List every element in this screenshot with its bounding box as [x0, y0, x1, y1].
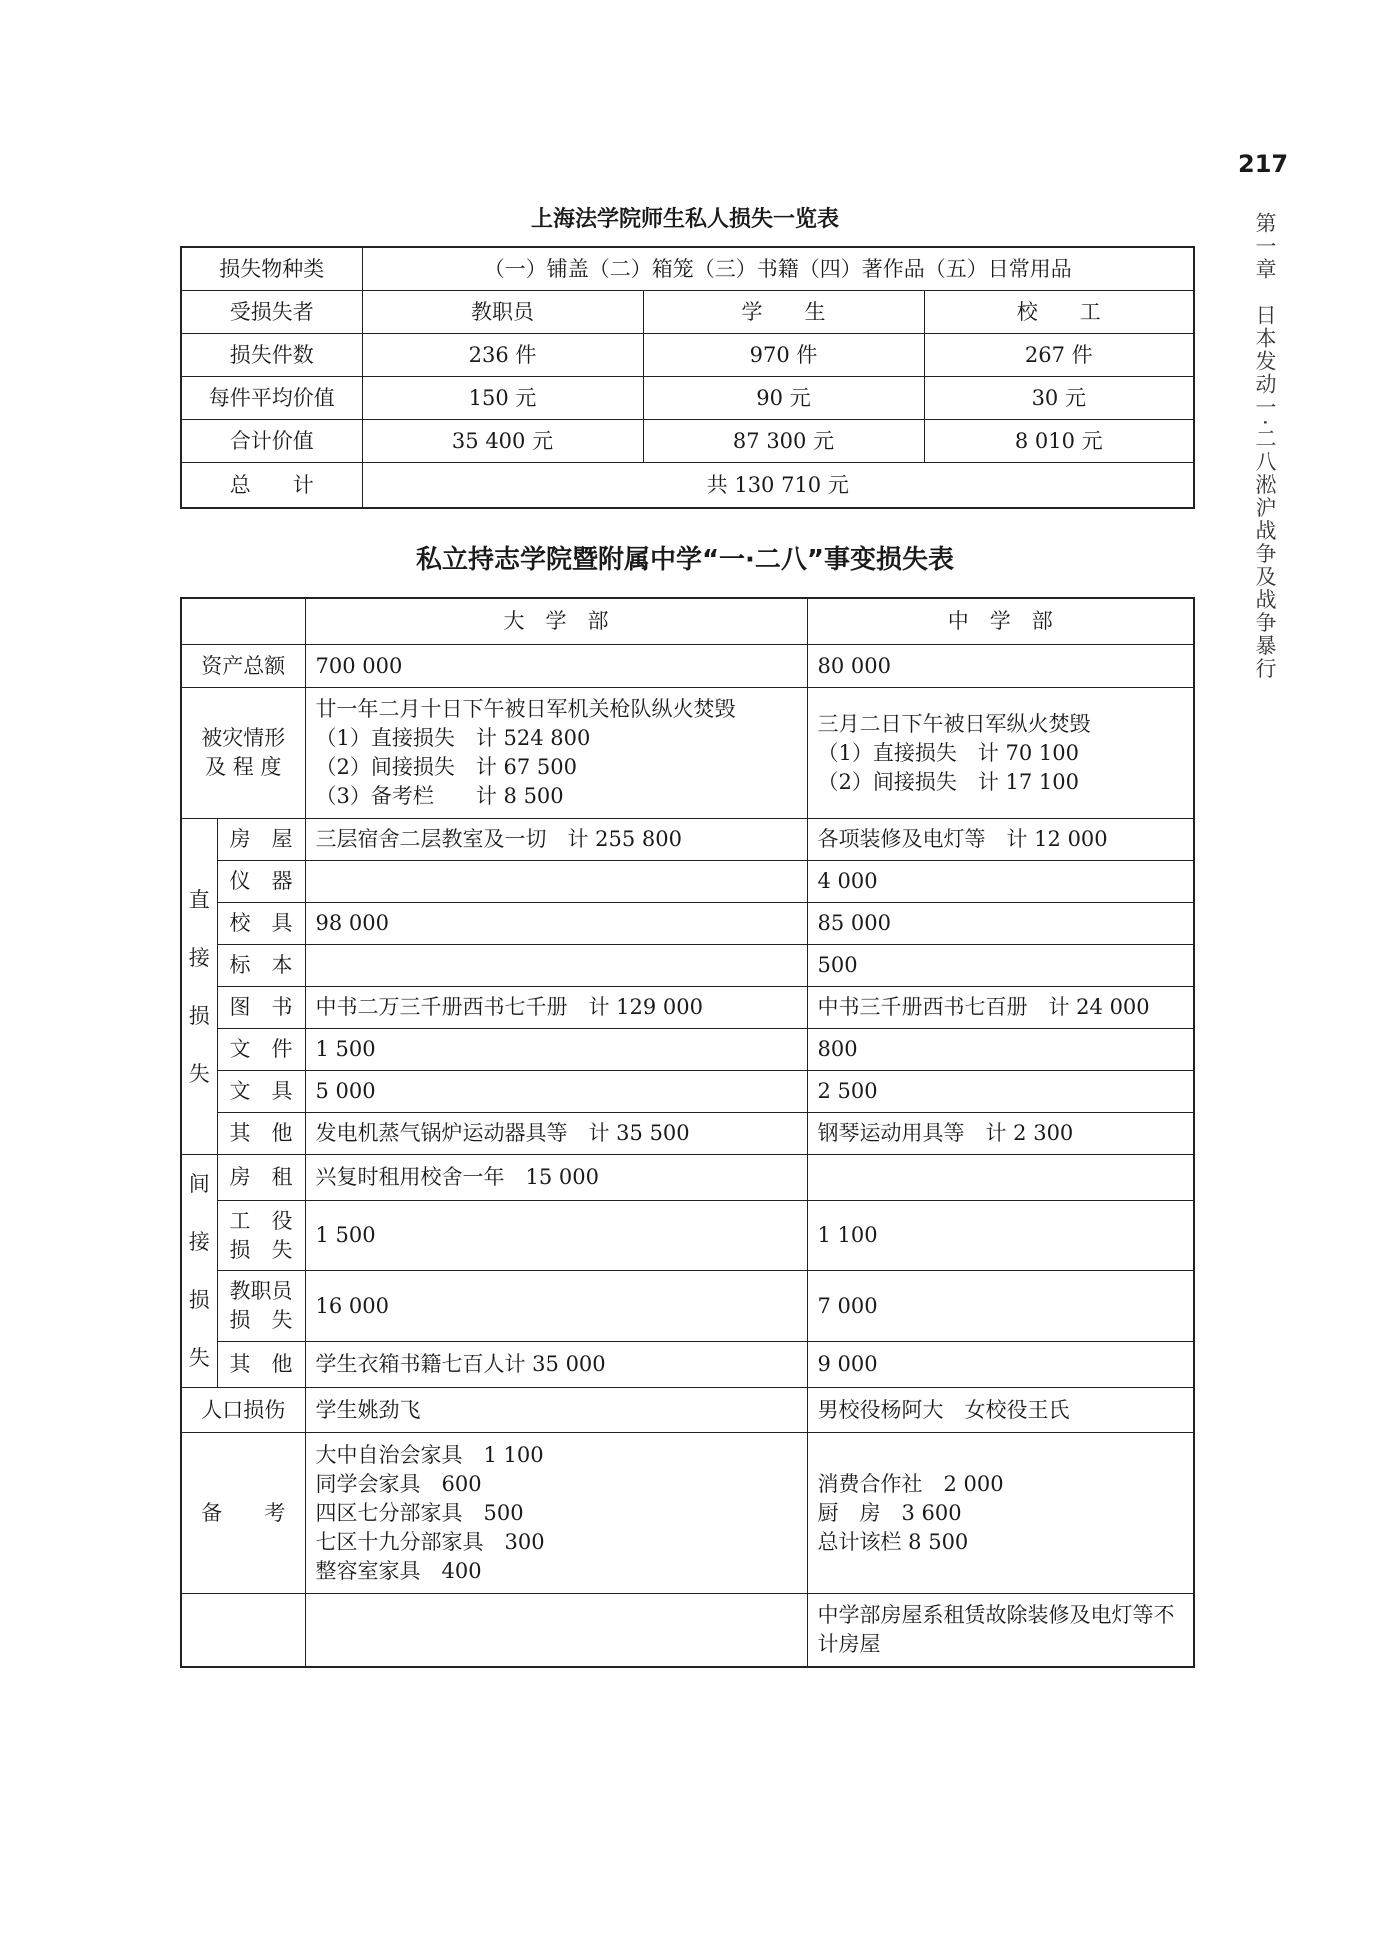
- group-char: 接: [188, 1230, 210, 1254]
- table-row: [181, 1113, 1194, 1155]
- table-row: [181, 334, 1194, 377]
- row-label: 房 屋: [217, 819, 305, 861]
- table2-title: 私立持志学院暨附属中学“一·二八”事变损失表: [415, 545, 955, 575]
- table-cell: 中书三千册西书七百册 计 24 000: [807, 987, 1194, 1029]
- table-cell: 三层宿舍二层教室及一切 计 255 800: [305, 819, 807, 861]
- table-cell: 4 000: [807, 861, 1194, 903]
- empty-cell: [305, 1594, 807, 1668]
- text-line: 四区七分部家具 500: [315, 1500, 524, 1525]
- assets-university: 700 000: [305, 645, 807, 688]
- text-line: 大中自治会家具 1 100: [315, 1442, 544, 1467]
- text-line: 三月二日下午被日军纵火焚毁: [817, 711, 1091, 736]
- table-cell: 1 500: [305, 1029, 807, 1071]
- table-row: [181, 987, 1194, 1029]
- disaster-label: [181, 688, 305, 819]
- row-label: 校 具: [217, 903, 305, 945]
- text-line: 七区十九分部家具 300: [315, 1529, 545, 1554]
- table-row: [181, 598, 1194, 645]
- remarks-label: 备 考: [181, 1433, 305, 1594]
- table-row: [181, 688, 1194, 819]
- disaster-label-line1: 被灾情形: [201, 726, 286, 750]
- table-cell: 钢琴运动用具等 计 2 300: [807, 1113, 1194, 1155]
- label-line: 工 役: [229, 1208, 293, 1233]
- empty-cell: [181, 1594, 305, 1668]
- table-cell: 各项装修及电灯等 计 12 000: [807, 819, 1194, 861]
- table-row: [181, 819, 1194, 861]
- text-line: 廿一年二月十日下午被日军机关枪队纵火焚毁: [315, 697, 736, 721]
- table-row: [181, 247, 1194, 291]
- text-line: （1）直接损失 计 524 800: [315, 726, 591, 750]
- text-line: （3）备考栏 计 8 500: [315, 784, 564, 808]
- note-middle: 中学部房屋系租赁故除装修及电灯等不计房屋: [807, 1594, 1194, 1668]
- table-cell: 1 500: [305, 1200, 807, 1271]
- empty-cell: [181, 598, 305, 645]
- table-row: [181, 1271, 1194, 1342]
- total-label: 总 计: [181, 463, 362, 509]
- table-row: [181, 903, 1194, 945]
- table-row: [181, 1433, 1194, 1594]
- running-header: 第一章 日本发动一·二八淞沪战争及战争暴行: [1253, 212, 1277, 681]
- row-label: 图 书: [217, 987, 305, 1029]
- casualty-label: 人口损伤: [181, 1388, 305, 1433]
- table-cell: 90 元: [643, 377, 924, 420]
- table-row: [181, 1029, 1194, 1071]
- victim-workers: 校 工: [924, 291, 1194, 334]
- group-char: 失: [188, 1346, 210, 1370]
- table-cell: 学生衣箱书籍七百人计 35 000: [305, 1341, 807, 1387]
- table-cell: 98 000: [305, 903, 807, 945]
- chizhi-college-loss-table: [180, 597, 1195, 1668]
- table-cell: 150 元: [362, 377, 643, 420]
- disaster-label-line2: 及 程 度: [205, 755, 282, 779]
- text-line: （2）间接损失 计 17 100: [817, 769, 1080, 794]
- disaster-university: [305, 688, 807, 819]
- table-cell: 2 500: [807, 1071, 1194, 1113]
- middle-header: 中 学 部: [807, 598, 1194, 645]
- table-cell: 发电机蒸气锅炉运动器具等 计 35 500: [305, 1113, 807, 1155]
- table-row: [181, 1071, 1194, 1113]
- remarks-university: [305, 1433, 807, 1594]
- table-cell: 1 100: [807, 1200, 1194, 1271]
- university-header: 大 学 部: [305, 598, 807, 645]
- table-cell: 85 000: [807, 903, 1194, 945]
- table-cell: 9 000: [807, 1341, 1194, 1387]
- label-line: 损 失: [229, 1308, 293, 1333]
- table-cell: [807, 1155, 1194, 1201]
- table-row: [181, 1594, 1194, 1668]
- table-row: [181, 861, 1194, 903]
- row-label: 合计价值: [181, 420, 362, 463]
- text-line: 消费合作社 2 000: [817, 1471, 1004, 1496]
- casualty-university: 学生姚劲飞: [305, 1388, 807, 1433]
- row-label: 标 本: [217, 945, 305, 987]
- label-line: 教职员: [229, 1279, 293, 1304]
- group-char: 损: [188, 1003, 210, 1028]
- table-cell: 500: [807, 945, 1194, 987]
- text-line: （2）间接损失 计 67 500: [315, 755, 578, 779]
- text-line: 厨 房 3 600: [817, 1500, 962, 1525]
- label-line: 损 失: [229, 1237, 293, 1262]
- text-line: 同学会家具 600: [315, 1471, 482, 1496]
- table-cell: 中书二万三千册西书七千册 计 129 000: [305, 987, 807, 1029]
- victim-staff: 教职员: [362, 291, 643, 334]
- table-row: [181, 1155, 1194, 1201]
- type-value: （一）铺盖（二）箱笼（三）书籍（四）著作品（五）日常用品: [362, 247, 1194, 291]
- table-row: [181, 1341, 1194, 1387]
- row-label: 仪 器: [217, 861, 305, 903]
- text-line: 总计该栏 8 500: [817, 1529, 969, 1554]
- table-cell: 8 010 元: [924, 420, 1194, 463]
- law-college-loss-table: [180, 246, 1195, 509]
- victim-students: 学 生: [643, 291, 924, 334]
- total-value: 共 130 710 元: [362, 463, 1194, 509]
- row-label: 每件平均价值: [181, 377, 362, 420]
- table-cell: 16 000: [305, 1271, 807, 1342]
- remarks-middle: [807, 1433, 1194, 1594]
- assets-label: 资产总额: [181, 645, 305, 688]
- table-cell: 35 400 元: [362, 420, 643, 463]
- table-cell: 兴复时租用校舍一年 15 000: [305, 1155, 807, 1201]
- group-char: 损: [188, 1288, 210, 1312]
- row-label: [217, 1271, 305, 1342]
- text-line: 整容室家具 400: [315, 1558, 482, 1583]
- table-cell: 7 000: [807, 1271, 1194, 1342]
- table-cell: 800: [807, 1029, 1194, 1071]
- row-label: 文 具: [217, 1071, 305, 1113]
- row-label: 损失件数: [181, 334, 362, 377]
- table-row: [181, 1200, 1194, 1271]
- type-label: 损失物种类: [181, 247, 362, 291]
- table1-title: 上海法学院师生私人损失一览表: [530, 207, 839, 232]
- table-row: [181, 463, 1194, 509]
- table-row: [181, 945, 1194, 987]
- victim-label: 受损失者: [181, 291, 362, 334]
- group-char: 接: [188, 945, 210, 970]
- table-row: [181, 1388, 1194, 1433]
- row-label: 文 件: [217, 1029, 305, 1071]
- table-cell: 236 件: [362, 334, 643, 377]
- table-cell: 5 000: [305, 1071, 807, 1113]
- page-number: 217: [1238, 150, 1289, 178]
- casualty-middle: 男校役杨阿大 女校役王氏: [807, 1388, 1194, 1433]
- group-char: 间: [188, 1172, 210, 1196]
- table-cell: 970 件: [643, 334, 924, 377]
- table-row: [181, 377, 1194, 420]
- group-char: 直: [188, 887, 210, 912]
- table-cell: [305, 945, 807, 987]
- table-cell: 87 300 元: [643, 420, 924, 463]
- table-cell: 30 元: [924, 377, 1194, 420]
- text-line: （1）直接损失 计 70 100: [817, 740, 1080, 765]
- disaster-middle: [807, 688, 1194, 819]
- table-cell: [305, 861, 807, 903]
- row-label: 其 他: [217, 1113, 305, 1155]
- row-label: [217, 1200, 305, 1271]
- group-char: 失: [188, 1061, 210, 1086]
- table-row: [181, 291, 1194, 334]
- direct-loss-group-label: [181, 819, 217, 1155]
- assets-middle: 80 000: [807, 645, 1194, 688]
- indirect-loss-group-label: [181, 1155, 217, 1388]
- table-cell: 267 件: [924, 334, 1194, 377]
- table-row: [181, 645, 1194, 688]
- row-label: 房 租: [217, 1155, 305, 1201]
- table-row: [181, 420, 1194, 463]
- row-label: 其 他: [217, 1341, 305, 1387]
